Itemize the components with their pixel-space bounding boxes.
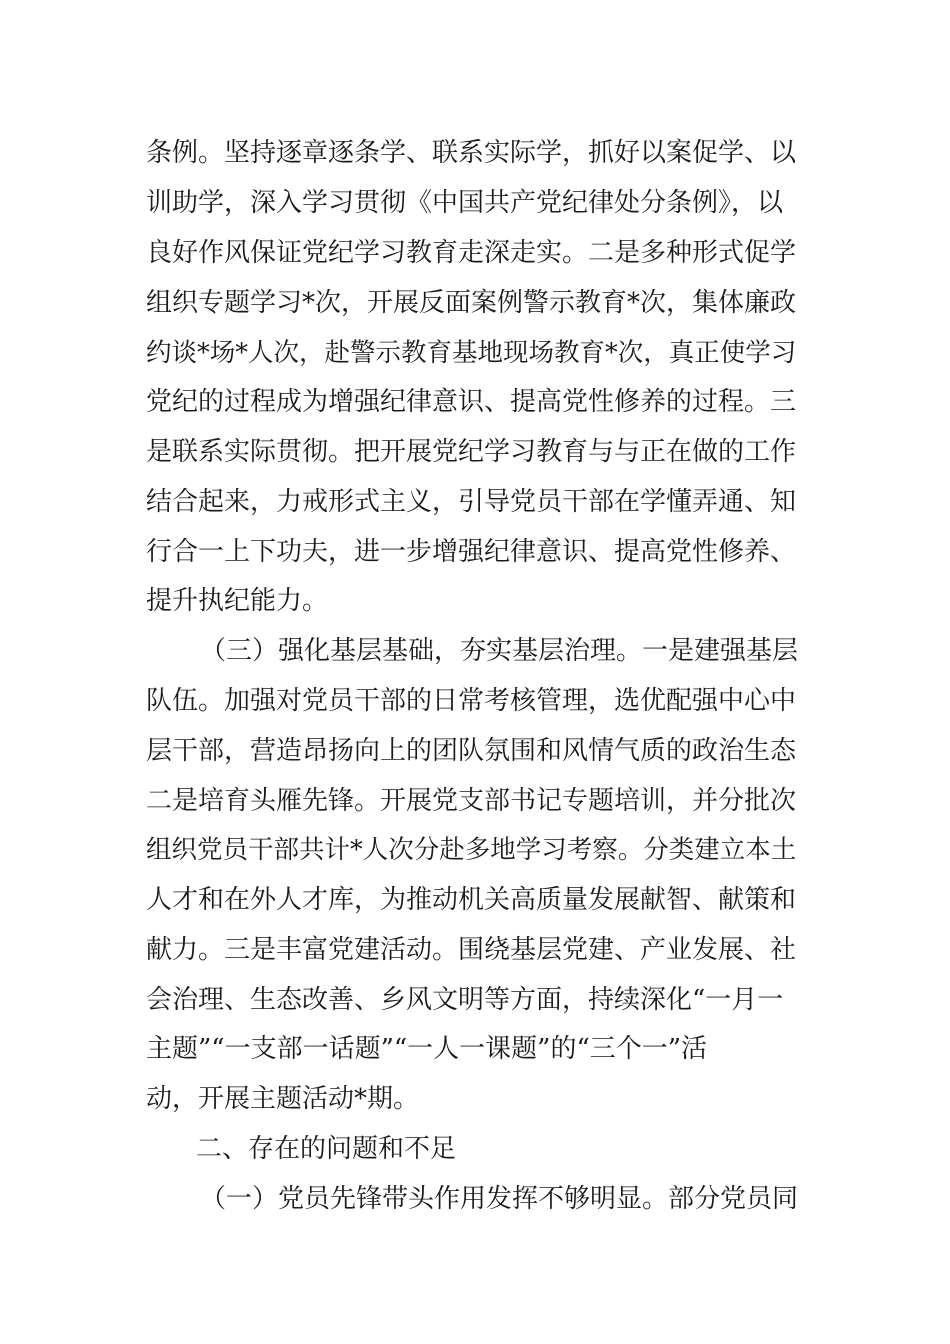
paragraph-line: 约谈*场*人次，赴警示教育基地现场教育*次，真正使学习 bbox=[146, 338, 797, 368]
paragraph-line: 队伍。加强对党员干部的日常考核管理，选优配强中心中 bbox=[146, 686, 797, 716]
paragraph-line: 献力。三是丰富党建活动。围绕基层党建、产业发展、社 bbox=[146, 935, 797, 965]
paragraph-line: 动，开展主题活动*期。 bbox=[146, 1084, 420, 1114]
paragraph-line: 行合一上下功夫，进一步增强纪律意识、提高党性修养、 bbox=[146, 537, 797, 567]
paragraph-line: 主题”“一支部一话题”“一人一课题”的“三个一”活 bbox=[146, 1034, 708, 1064]
paragraph-line: 结合起来，力戒形式主义，引导党员干部在学懂弄通、知 bbox=[146, 487, 797, 517]
paragraph-line: 训助学，深入学习贯彻《中国共产党纪律处分条例》，以 bbox=[146, 188, 784, 218]
paragraph-line: 组织专题学习*次，开展反面案例警示教育*次，集体廉政 bbox=[146, 288, 797, 318]
paragraph-line: 二是培育头雁先锋。开展党支部书记专题培训，并分批次 bbox=[146, 786, 797, 816]
paragraph-line: 提升执纪能力。 bbox=[146, 586, 329, 616]
paragraph-line: 是联系实际贯彻。把开展党纪学习教育与与正在做的工作 bbox=[146, 437, 797, 467]
paragraph-line: 条例。坚持逐章逐条学、联系实际学，抓好以案促学、以 bbox=[146, 138, 797, 168]
paragraph-line: 层干部，营造昂扬向上的团队氛围和风情气质的政治生态 bbox=[146, 736, 797, 766]
paragraph-line: （三）强化基层基础，夯实基层治理。一是建强基层 bbox=[200, 636, 799, 666]
paragraph-line: 党纪的过程成为增强纪律意识、提高党性修养的过程。三 bbox=[146, 387, 797, 417]
section-heading: 二、存在的问题和不足 bbox=[196, 1134, 457, 1164]
paragraph-line: 良好作风保证党纪学习教育走深走实。二是多种形式促学 bbox=[146, 238, 797, 268]
paragraph-line: 人才和在外人才库，为推动机关高质量发展献智、献策和 bbox=[146, 885, 797, 915]
paragraph-line: 会治理、生态改善、乡风文明等方面，持续深化“一月一 bbox=[146, 985, 784, 1015]
paragraph-line: （一）党员先锋带头作用发挥不够明显。部分党员同 bbox=[200, 1184, 799, 1214]
paragraph-line: 组织党员干部共计*人次分赴多地学习考察。分类建立本土 bbox=[146, 835, 797, 865]
